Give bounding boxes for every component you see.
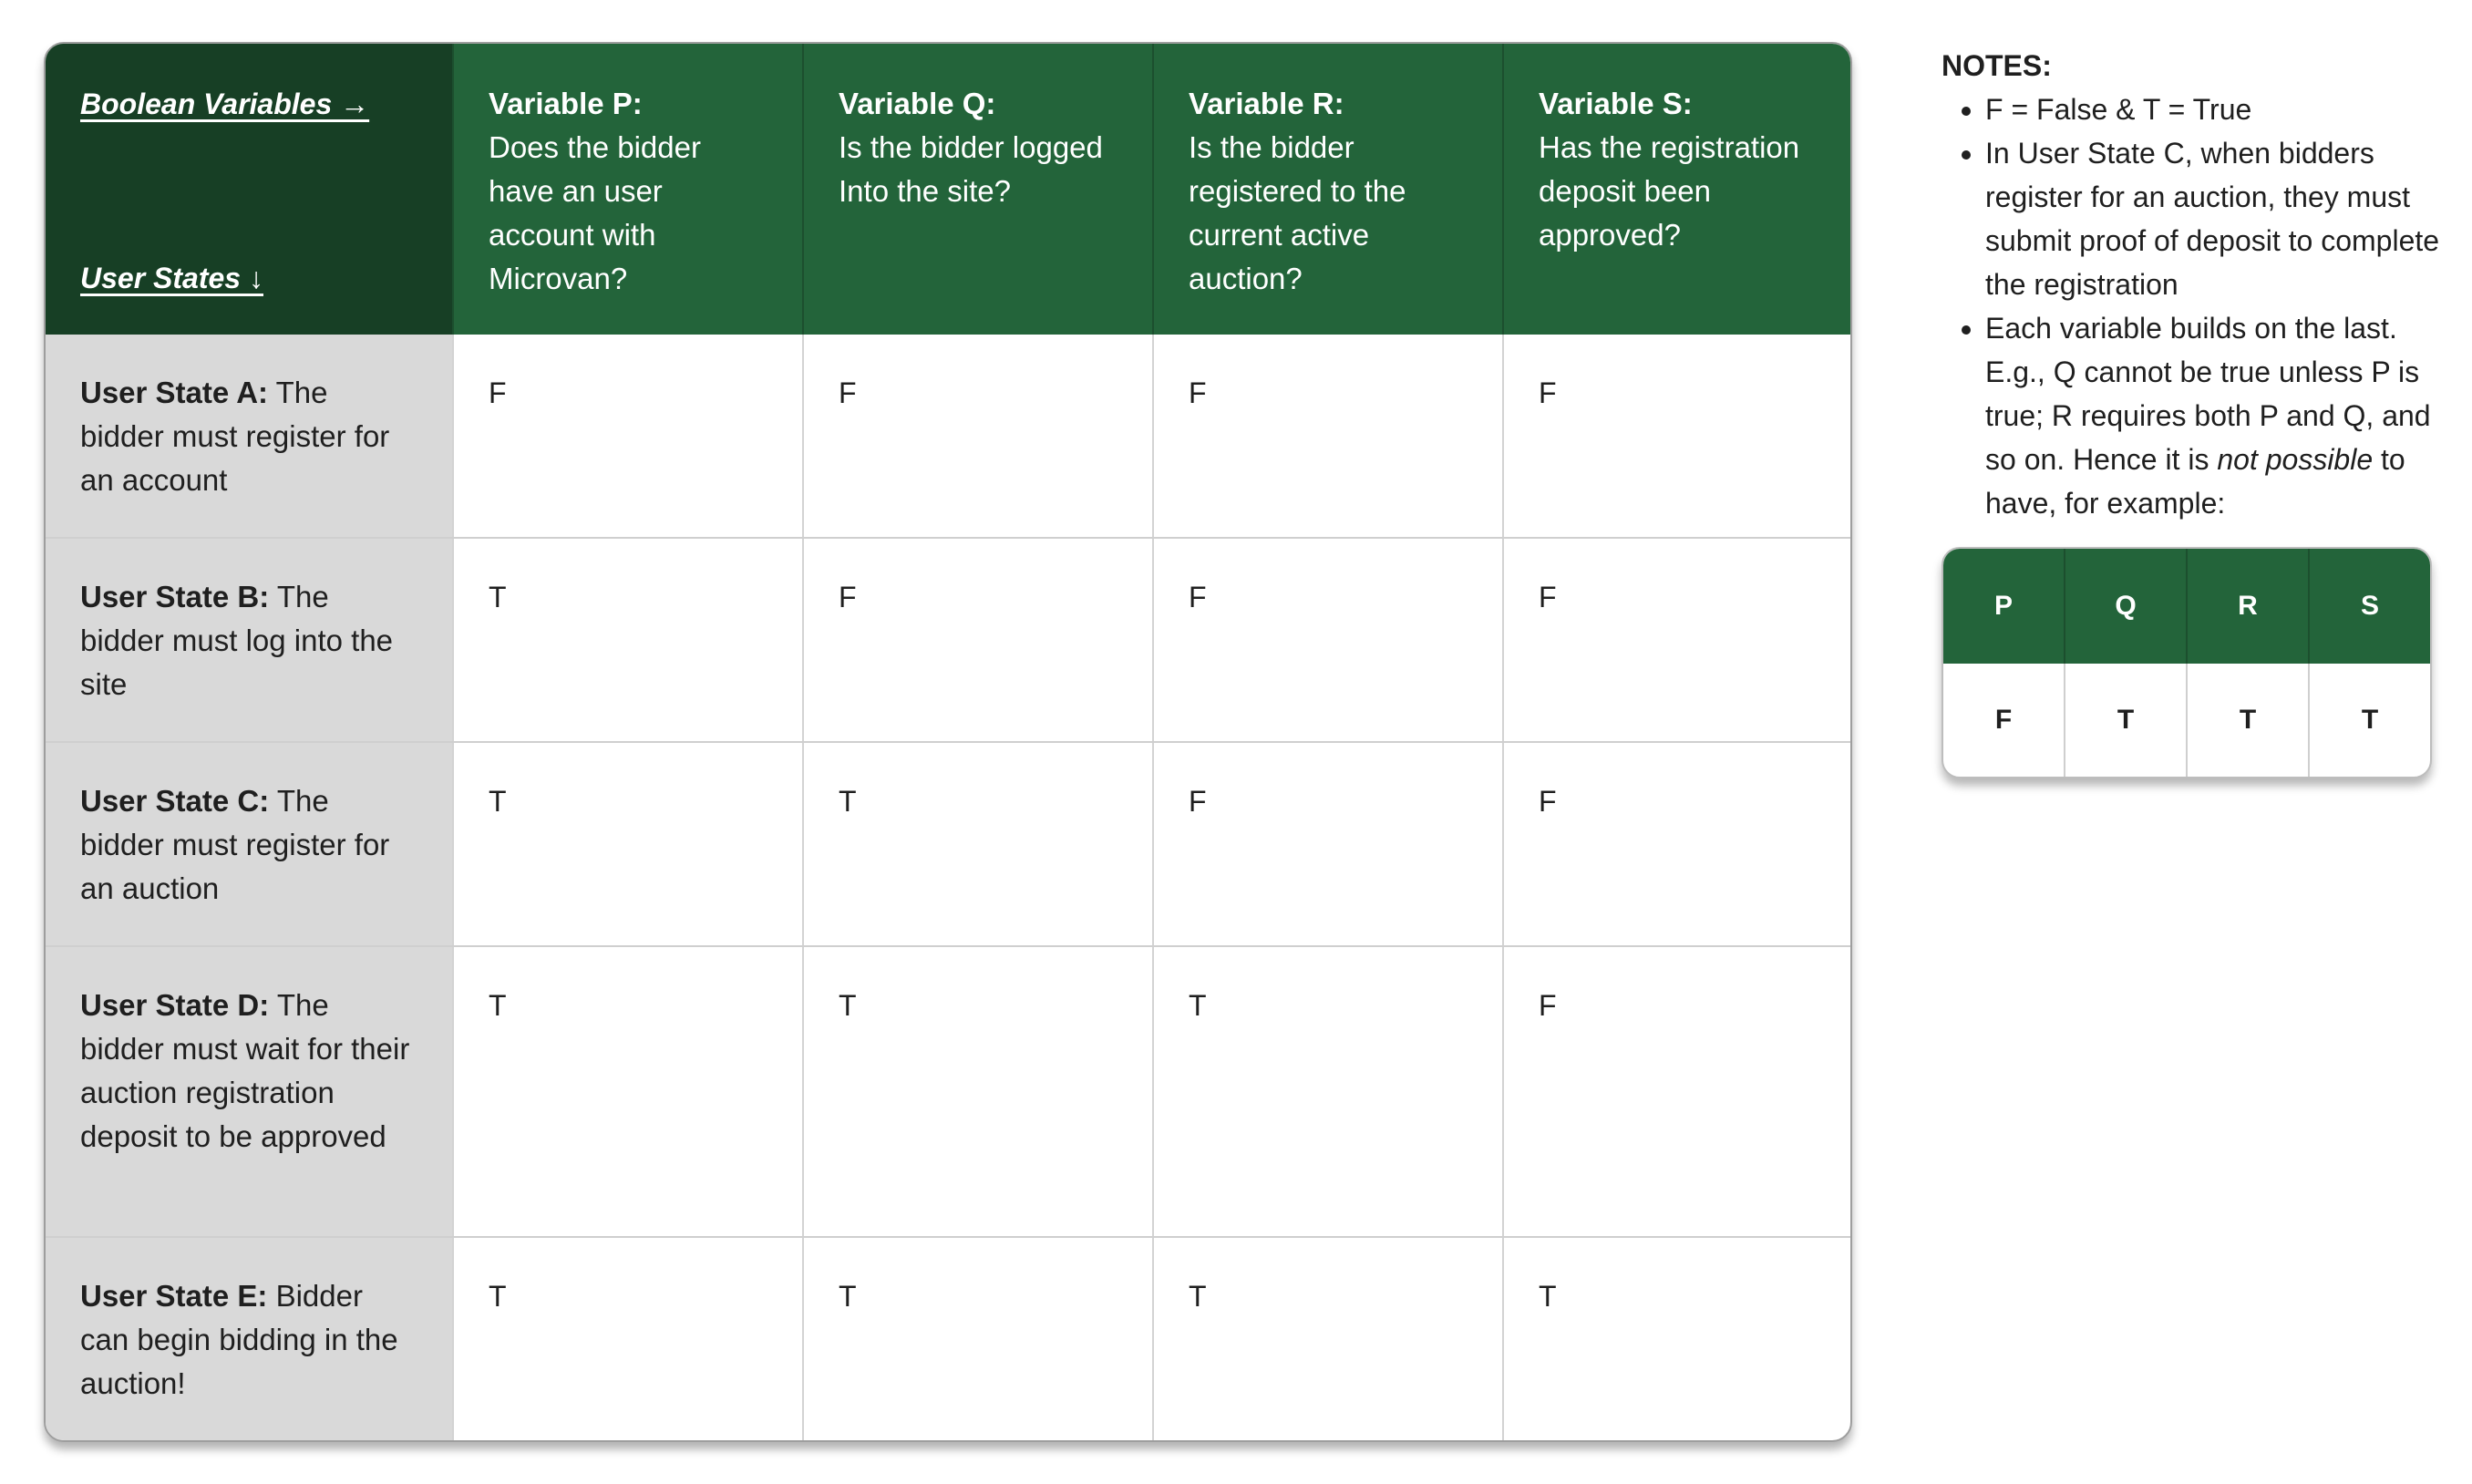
boolean-variables-label: Boolean Variables → [80, 88, 370, 120]
value-cell-q: T [804, 1238, 1154, 1442]
example-header-row [1943, 549, 2430, 664]
state-description: The bidder must wait for their auction registration deposit to be approved [80, 988, 410, 1153]
value-cell-p: T [454, 539, 804, 741]
column-header-p [454, 44, 804, 335]
value-cell-r: F [1154, 335, 1504, 537]
state-label-cell [46, 947, 454, 1236]
state-title: User State A: [80, 376, 269, 409]
variable-q-title: Variable Q: [839, 87, 996, 120]
value-cell-q: T [804, 947, 1154, 1236]
value-cell-r: T [1154, 947, 1504, 1236]
example-header-s: S [2360, 591, 2379, 621]
value-cell-q: F [804, 335, 1154, 537]
notes-list [1942, 88, 2452, 525]
corner-cell [46, 44, 454, 335]
notes-panel [1942, 44, 2452, 525]
example-value-p: F [1943, 664, 2065, 777]
example-value-r: T [2188, 664, 2310, 777]
state-description: Bidder can begin bidding in the auction! [80, 1279, 398, 1400]
value-cell-r: T [1154, 1238, 1504, 1442]
notes-title: NOTES: [1942, 49, 2052, 82]
variable-r-question: Is the bidder registered to the current active auction? [1189, 130, 1406, 295]
state-title: User State C: [80, 784, 270, 818]
example-table [1942, 547, 2432, 778]
user-states-label: User States ↓ [80, 262, 263, 294]
state-label-cell [46, 335, 454, 537]
state-label-cell [46, 743, 454, 945]
variable-p-question: Does the bidder have an user account with Microvan? [489, 130, 701, 295]
value-cell-q: T [804, 743, 1154, 945]
boolean-state-table [44, 42, 1852, 1442]
example-value-q: T [2065, 664, 2188, 777]
note-text: Each variable builds on the last. E.g., Q cannot be true unless P is true; R requires both P and Q, and so on. Hence it is [1985, 312, 2431, 476]
note-text: to have, for example: [1985, 443, 2405, 520]
state-title: User State E: [80, 1279, 268, 1313]
example-header-p: P [1943, 549, 2065, 664]
state-label-cell [46, 1238, 454, 1442]
state-description: The bidder must log into the site [80, 580, 394, 701]
example-value-s: T [2361, 705, 2379, 735]
state-title: User State B: [80, 580, 270, 613]
state-title: User State D: [80, 988, 270, 1022]
note-item [1985, 306, 2452, 525]
value-cell-q: F [804, 539, 1154, 741]
user-state-row-e [46, 1238, 1850, 1442]
value-cell-p: T [454, 1238, 804, 1442]
state-description: The bidder must register for an account [80, 376, 390, 497]
note-emphasis: not possible [2217, 443, 2374, 476]
value-cell-s: F [1539, 376, 1557, 409]
note-text: F = False & T = True [1985, 93, 2252, 126]
value-cell-p: T [454, 743, 804, 945]
user-state-row-b [46, 539, 1850, 743]
column-header-r [1154, 44, 1504, 335]
note-text: In User State C, when bidders register for an auction, they must submit proof of deposit to complete the registration [1985, 137, 2440, 301]
note-item [1985, 88, 2452, 131]
value-cell-s: F [1539, 989, 1557, 1022]
value-cell-s: F [1539, 581, 1557, 613]
value-cell-r: F [1154, 743, 1504, 945]
state-label-cell [46, 539, 454, 741]
value-cell-p: T [454, 947, 804, 1236]
variable-s-title: Variable S: [1539, 87, 1693, 120]
example-header-q: Q [2065, 549, 2188, 664]
state-description: The bidder must register for an auction [80, 784, 390, 905]
variable-s-question: Has the registration deposit been approved? [1539, 130, 1800, 252]
value-cell-s: T [1539, 1280, 1557, 1313]
variable-p-title: Variable P: [489, 87, 643, 120]
user-state-row-a [46, 335, 1850, 539]
value-cell-s: F [1539, 785, 1557, 818]
variable-r-title: Variable R: [1189, 87, 1344, 120]
value-cell-p: F [454, 335, 804, 537]
variable-q-question: Is the bidder logged Into the site? [839, 130, 1103, 208]
example-value-row [1943, 664, 2430, 777]
value-cell-r: F [1154, 539, 1504, 741]
column-header-q [804, 44, 1154, 335]
column-header-s [1504, 44, 1850, 335]
user-state-row-d [46, 947, 1850, 1238]
example-header-r: R [2188, 549, 2310, 664]
user-state-row-c [46, 743, 1850, 947]
note-item [1985, 131, 2452, 306]
table-header-row [46, 44, 1850, 335]
